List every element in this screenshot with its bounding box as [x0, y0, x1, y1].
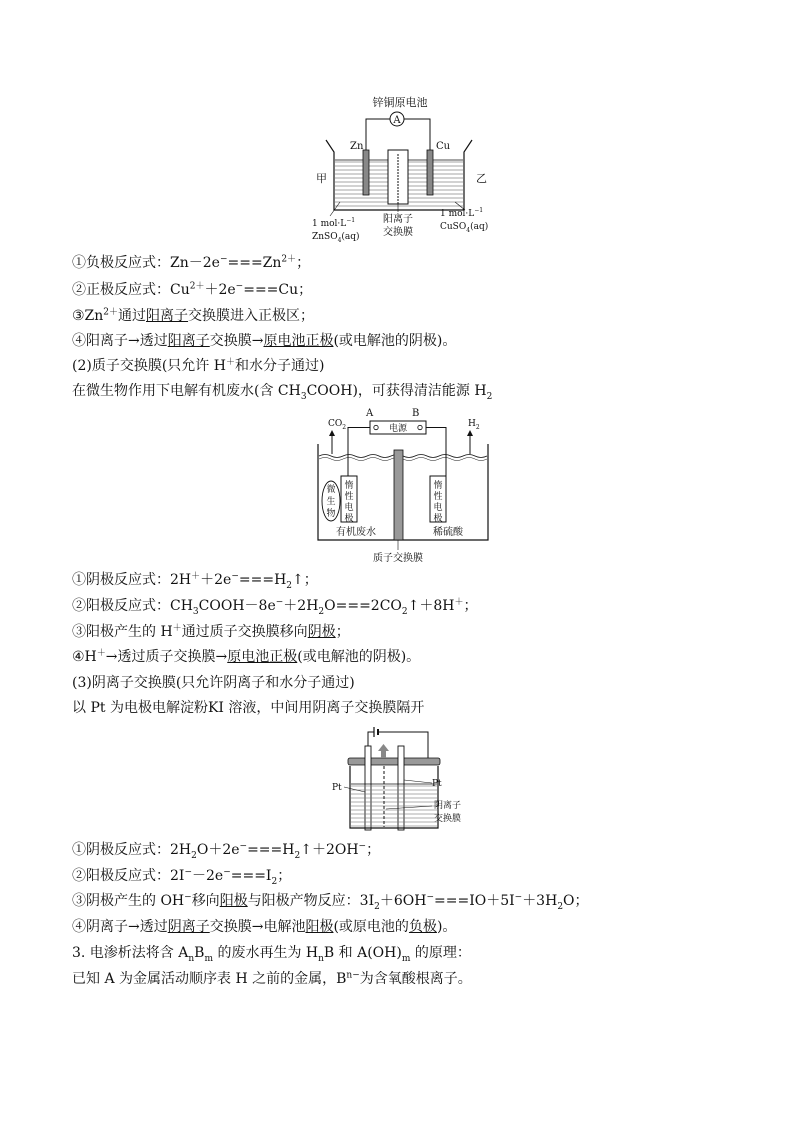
znso4-conc: 1 $mol\cdot L^{-1}$ — [312, 217, 356, 229]
znso4-label: ZnSO$_4$(aq) — [312, 232, 360, 242]
inert-right-char: 性 — [433, 492, 443, 502]
sec2-line-4: ④H＋→透过质子交换膜→原电池正极(或电解池的阴极)。 — [72, 648, 421, 665]
inert-left-char: 电 — [344, 503, 354, 513]
inert-right-char: 电 — [433, 503, 443, 513]
h2-label: $H_2$ — [468, 419, 480, 431]
label-a: A — [366, 408, 374, 419]
cation-membrane-label-2: 交换膜 — [383, 227, 413, 238]
sec2-intro: 在微生物作用下电解有机废水(含 $CH_3COOH$)，可获得清洁能源 $H_2$ — [72, 383, 493, 402]
dilute-sulfuric-label: 稀硫酸 — [433, 527, 463, 538]
sec4-line-1: 3. 电渗析法将含 $A_nB_m$ 的废水再生为 $H_nB$ 和 $A(OH)_m$ 的原理： — [72, 945, 471, 964]
cuso4-label: CuSO$_4$(aq) — [440, 222, 489, 234]
inert-left-char: 惰 — [344, 481, 354, 491]
ammeter-label: A — [393, 115, 401, 126]
microbe-char: 物 — [326, 509, 336, 519]
sec3-heading: (3)阴离子交换膜(只允许阴离子和水分子通过) — [72, 675, 355, 691]
cuso4-conc: 1 $mol\cdot L^{-1}$ — [440, 207, 484, 219]
power-label: 电源 — [388, 424, 408, 434]
sec3-intro: 以 Pt 为电极电解淀粉KI 溶液，中间用阴离子交换膜隔开 — [72, 700, 425, 716]
cation-membrane-label-1: 阳离子 — [383, 214, 413, 225]
sec4-line-2: 已知 A 为金属活动顺序表 H 之前的金属，$B^{n-}$为含氧酸根离子。 — [72, 970, 472, 987]
sec2-heading: (2)质子交换膜(只允许 H＋和水分子通过) — [72, 357, 325, 374]
cu-label: Cu — [436, 141, 451, 152]
proton-membrane — [394, 450, 403, 540]
proton-membrane-label: 质子交换膜 — [373, 553, 423, 564]
co2-label: $CO_2$ — [328, 419, 347, 431]
microbe-char: 生 — [326, 497, 336, 507]
sec2-line-3: ③阳极产生的 H＋通过质子交换膜移向阴极； — [72, 623, 350, 640]
sec1-line-2: ②正极反应式：$Cu^{2+}+2e^-===Cu$； — [72, 281, 313, 298]
inert-left-char: 性 — [344, 492, 354, 502]
sec1-line-1: ①负极反应式：$Zn-2e^-===Zn^{2+}$； — [72, 254, 311, 271]
zn-label: Zn — [350, 141, 364, 152]
microbe-char: 微 — [326, 485, 336, 495]
right-pt-label: Pt — [432, 779, 442, 789]
label-b: B — [412, 408, 420, 419]
sec3-line-3: ③阴极产生的 OH−移向阳极与阳极产物反应：$3I_2+6OH^-===IO+5I^-+3H_2O$； — [72, 892, 589, 912]
sec2-line-2: ②阳极反应式：$CH_3COOH-8e^-+2H_2O===2CO_2↑+8H^+$； — [72, 597, 478, 617]
proton-membrane-electrolysis-diagram — [308, 404, 498, 566]
vessel-yi-label: 乙 — [476, 172, 487, 185]
anion-membrane-electrolysis-diagram — [328, 724, 488, 834]
sec3-line-2: ②阳极反应式：$2I^--2e^-===I_2$； — [72, 867, 292, 887]
zinc-copper-cell-diagram — [300, 92, 520, 242]
sec2-line-1: ①阴极反应式：$2H^++2e^-===H_2↑$； — [72, 571, 318, 591]
anion-membrane-label-2: 交换膜 — [434, 814, 462, 824]
anion-membrane-label-1: 阴离子 — [434, 801, 462, 811]
inert-left-char: 极 — [344, 514, 354, 524]
fig1-title: 锌铜原电池 — [372, 96, 428, 109]
left-pt-label: Pt — [332, 783, 342, 793]
organic-wastewater-label: 有机废水 — [336, 527, 376, 538]
sec1-line-3: $③Zn^{2+}$通过阳离子交换膜进入正极区； — [72, 307, 315, 324]
sec1-line-4: ④阳离子→透过阳离子交换膜→原电池正极(或电解池的阴极)。 — [72, 333, 457, 349]
sec3-line-4: ④阴离子→透过阴离子交换膜→电解池阳极(或原电池的负极)。 — [72, 919, 457, 935]
inert-right-char: 极 — [433, 514, 443, 524]
inert-right-char: 惰 — [433, 481, 443, 491]
sec3-line-1: ①阴极反应式：$2H_2O+2e^-===H_2↑+2OH^-$； — [72, 841, 381, 861]
vessel-jia-label: 甲 — [316, 172, 327, 185]
